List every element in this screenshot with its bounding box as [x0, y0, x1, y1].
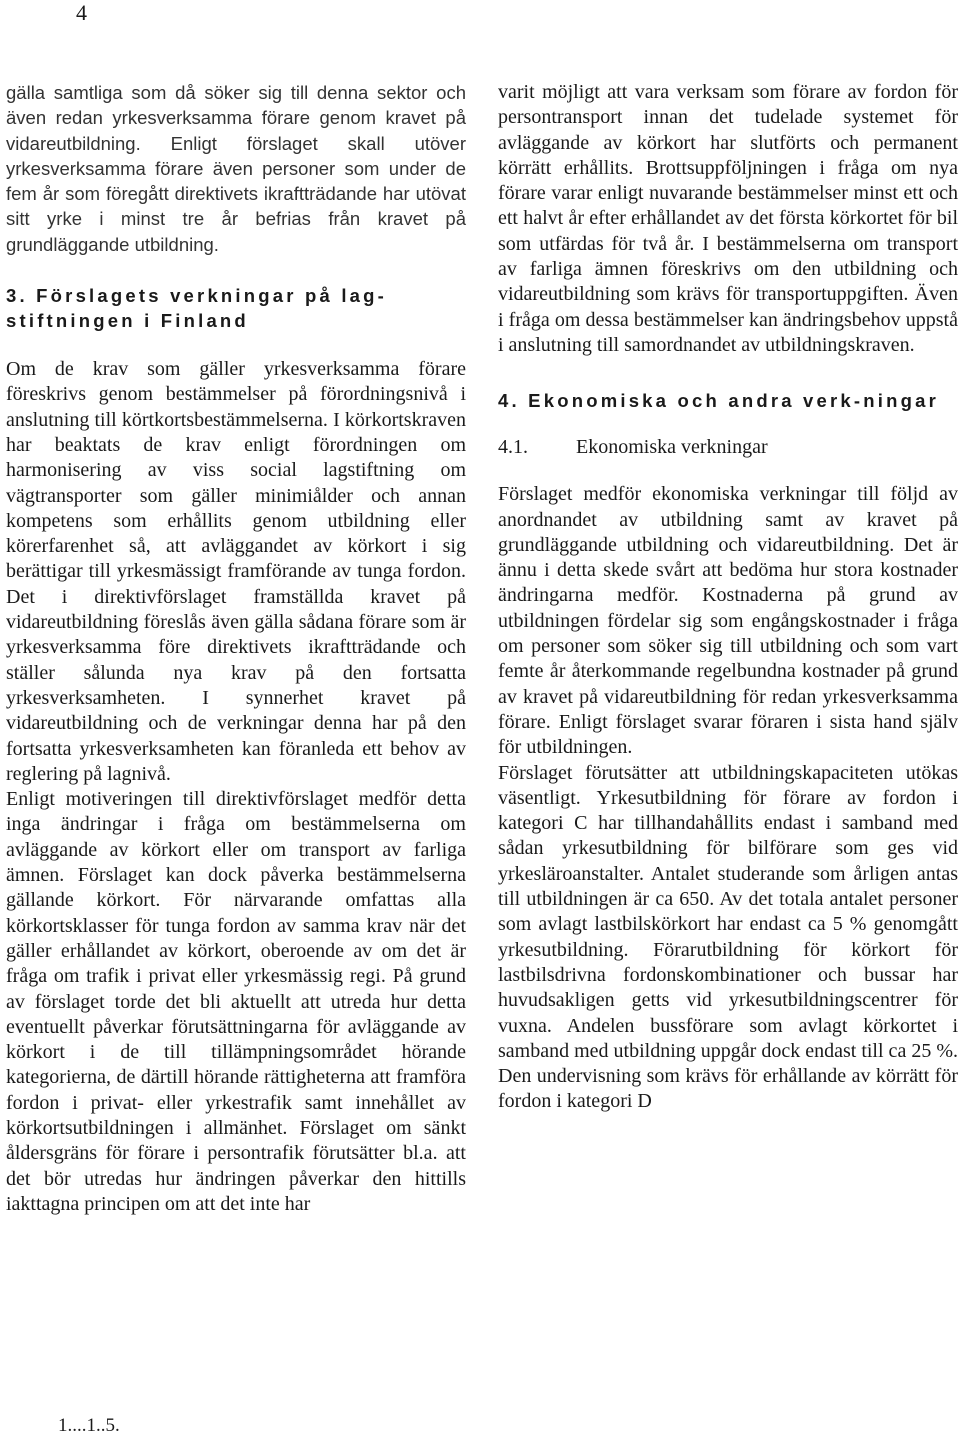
section-3-body-paragraph-2: Enligt motiveringen till direktivförslaget medför detta inga ändringar i fråga om bestämmelserna om avläggande av körkort eller om transport av farliga ämnen. Förslaget kan dock påverka bestämmelserna gällande körkort. För närvarande omfattas alla körkortsklasser för tunga fordon av samma krav när det gäller erhållandet av körkort, oberoende av om det är fråga om trafik i privat eller yrkesmässig regi. På grund av förslaget torde det bli aktuellt att utreda hur detta eventuellt påverkar förutsättningarna för avläggande av körkort i de till tillämpningsområdet hörande kategorierna, de därtill hörande rättigheterna att framföra fordon i privat- eller yrkestrafik samt innehållet av körkortsutbildningen i allmänhet. Förslaget om sänkt åldersgräns för förare i persontrafik förutsätter bl.a. att det bör utredas hur ändringen påverkar den hittills iakttagna principen om att det inte har — [6, 788, 466, 1215]
footnote: 1....1..5. — [58, 1415, 120, 1436]
section-3-body-paragraph: Om de krav som gäller yrkesverksamma förare föreskrivs genom bestämmelser på förordningsnivå i anslutning till körtkortsbestämmelserna. I körkortskraven har beaktats de krav enligt förordningen om harmonisering av viss social lagstiftning om vägtransporter som gäller minimiålder och annan kompetens som erhållits genom utbildning eller körerfarenhet så, att avläggandet av körkort i sig berättigar till yrkesmässigt framförande av tunga fordon. Det i direktivförslaget framställda kravet på vidareutbildning föreslås även gälla sådana förare som är yrkesverksamma före direktivets ikraftträdande och ställer sålunda nya krav på den fortsatta yrkesverksamheten. I synnerhet kravet på vidareutbildning och de verkningar denna har på den fortsatta yrkesverksamheten kan föranleda ett behov av reglering på lagnivå. — [6, 358, 466, 785]
page-number: 4 — [76, 0, 87, 25]
section-4-1-body-paragraph-2: Förslaget förutsätter att utbildningskapaciteten utökas väsentligt. Yrkesutbildning för förare av fordon i kategori C har tillhandahållits endast i samband med sådan yrkesutbildning för bilförare som ges vid yrkesläroanstalter. Antalet studerande som årligen antas till utbildningen är ca 650. Av det totala antalet personer som avlagt lastbilskörkort har endast ca 5 % genomgått yrkesutbildning. Förarutbildning för körkort för lastbilsdrivna fordonskombinationer och bussar har huvudsakligen getts vid yrkesutbildningscentrer för vuxna. Andelen bussförare som avlagt körkortet i samband med utbildning uppgår dock endast till ca 25 %. Den undervisning som krävs för erhållande av körrätt för fordon i kategori D — [498, 761, 958, 1113]
right-column — [498, 80, 958, 1115]
left-intro-paragraph: gälla samtliga som då söker sig till denna sektor och även redan yrkesverksamma förare genom kravet på vidareutbildning. Enligt förslaget skall utöver yrkesverksamma förare även personer som under de fem år som föregått direktivets ikraftträdande har utövat sitt yrke i minst tre år befrias från kravet på grundläggande utbildning. — [6, 82, 466, 255]
section-3-heading: 3. Förslagets verkningar på lag-stiftningen i Finland — [6, 285, 388, 332]
section-4-1-title: Ekonomiska verkningar — [576, 436, 768, 459]
left-column — [6, 80, 466, 1217]
right-intro-paragraph: varit möjligt att vara verksam som förare av fordon för persontransport innan det tudelade systemet för avläggande av körkort har slutförts och permanent körrätt erhållits. Brottsuppföljningen i fråga om nya förare varar enligt nuvarande bestämmelser minst ett och ett halvt år efter erhållandet av det första körkortet för bil som utfärdas för två år. I bestämmelserna om transport av farliga ämnen föreskrivs om den utbildning och vidareutbildning som krävs för transportuppgiften. Även i fråga om dessa bestämmelser kan ändringsbehov uppstå i anslutning till samordnandet av utbildningskraven. — [498, 81, 958, 356]
section-4-1-body-paragraph: Förslaget medför ekonomiska verkningar till följd av anordnandet av utbildning samt av kravet på grundläggande utbildning och vidareutbildning. Det är ännu i detta skede svårt att bedöma hur stora kostnader ändringarna medför. Kostnaderna på grund av utbildningen fördelar sig som engångskostnader i fråga om personer som söker sig till utbildning och som vart femte år återkommande regelbundna kostnader på grund av kravet på vidareutbildning för redan yrkesverksamma förare. Enligt förslaget svarar föraren i sista hand själv för utbildningen. — [498, 483, 958, 759]
section-4-1-number: 4.1. — [498, 436, 528, 459]
section-4-heading: 4. Ekonomiska och andra verk-ningar — [498, 390, 939, 412]
section-4-1-heading — [498, 435, 958, 460]
